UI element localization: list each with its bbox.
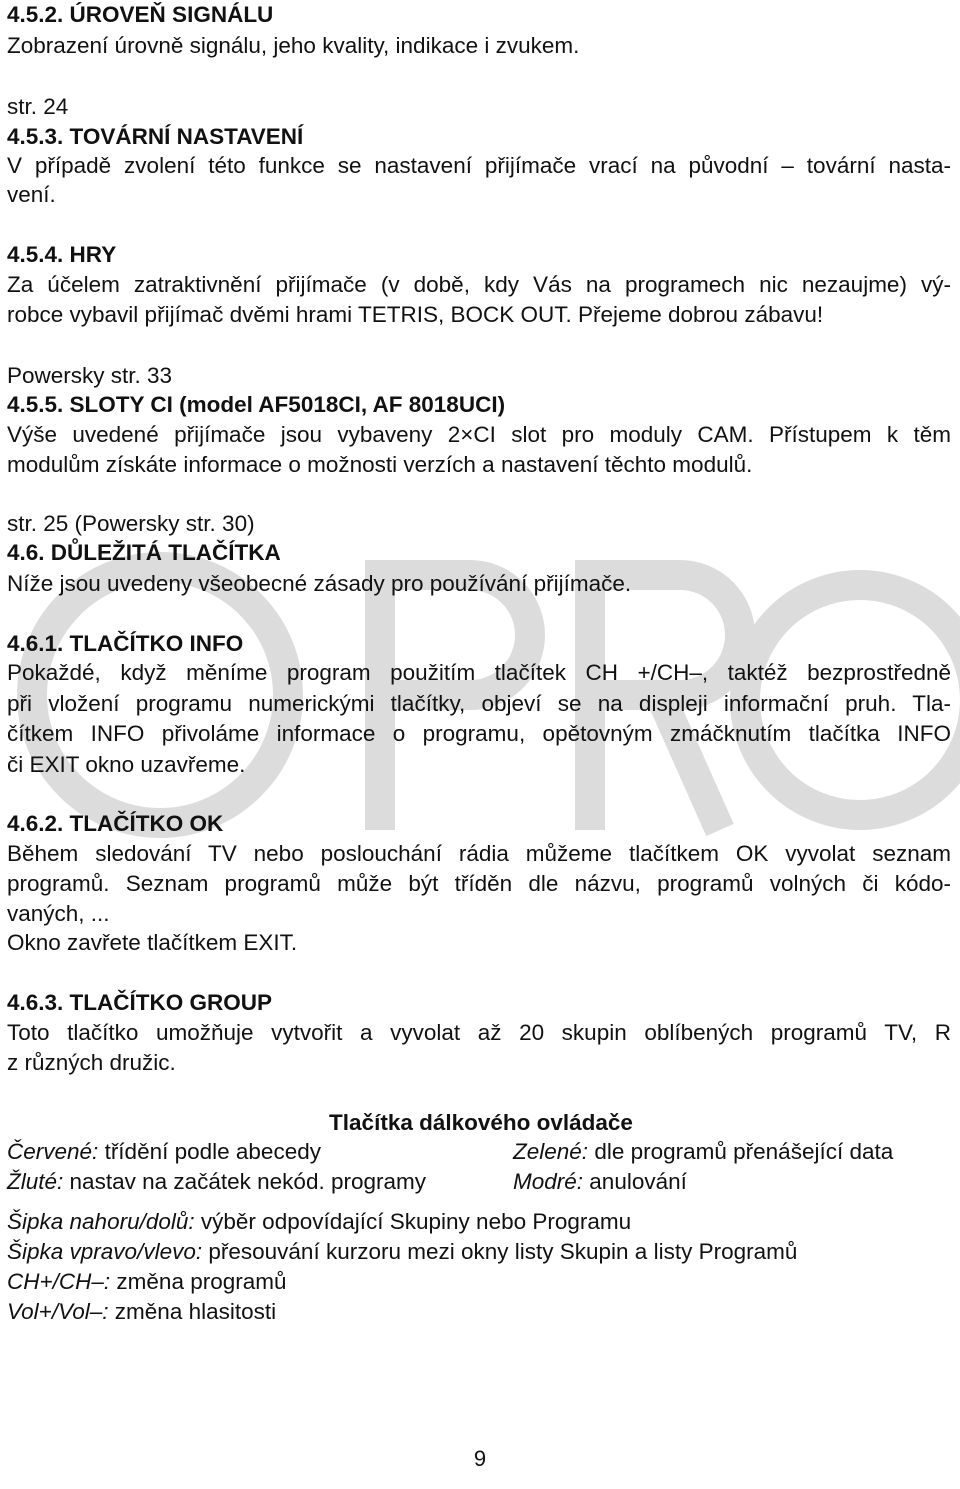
updown-key-text: výběr odpovídající Skupiny nebo Programu bbox=[200, 1209, 632, 1234]
red-key-label: Červené: bbox=[7, 1139, 99, 1164]
blue-key-label: Modré: bbox=[513, 1169, 584, 1194]
vol-key-label: Vol+/Vol–: bbox=[7, 1299, 109, 1324]
heading-dulezita-tlacitka: 4.6. DŮLEŽITÁ TLAČÍTKA bbox=[7, 540, 281, 565]
text-line: Během sledování TV nebo poslouchání rádia můžeme tlačítkem OK vyvolat seznam bbox=[7, 841, 951, 866]
text-line: Zobrazení úrovně signálu, jeho kvality, indikace i zvukem. bbox=[7, 33, 580, 58]
green-key-text: dle programů přenášející data bbox=[594, 1139, 894, 1164]
updown-key-label: Šipka nahoru/dolů: bbox=[7, 1209, 195, 1234]
text-line: Powersky str. 33 bbox=[7, 363, 173, 388]
leftright-key-text: přesouvání kurzoru mezi okny listy Skupin a listy Programů bbox=[208, 1239, 798, 1264]
ch-key-text: změna programů bbox=[116, 1269, 287, 1294]
heading-tlacitko-info: 4.6.1. TLAČÍTKO INFO bbox=[7, 631, 244, 656]
text-line: čítkem INFO přivoláme informace o programu, opětovným zmáčknutím tlačítka INFO bbox=[7, 721, 951, 746]
heading-uroven-signalu: 4.5.2. ÚROVEŇ SIGNÁLU bbox=[7, 2, 274, 27]
text-line: při vložení programu numerickými tlačítky, objeví se na displeji informační pruh. Tla- bbox=[7, 691, 951, 716]
ch-key-label: CH+/CH–: bbox=[7, 1269, 111, 1294]
text-line: vení. bbox=[7, 182, 56, 207]
heading-tlacitko-ok: 4.6.2. TLAČÍTKO OK bbox=[7, 811, 224, 836]
vol-key-text: změna hlasitosti bbox=[114, 1299, 277, 1324]
heading-hry: 4.5.4. HRY bbox=[7, 242, 117, 267]
remote-row-blue bbox=[513, 1167, 687, 1197]
red-key-text: třídění podle abecedy bbox=[104, 1139, 321, 1164]
remote-row-vol bbox=[7, 1297, 276, 1327]
text-line: Níže jsou uvedeny všeobecné zásady pro používání přijímače. bbox=[7, 571, 632, 596]
text-line: modulům získáte informace o možnosti verzích a nastavení těchto modulů. bbox=[7, 452, 753, 477]
text-line: Toto tlačítko umožňuje vytvořit a vyvolat až 20 skupin oblíbených programů TV, R bbox=[7, 1020, 951, 1045]
leftright-key-label: Šipka vpravo/vlevo: bbox=[7, 1239, 203, 1264]
text-line: Za účelem zatraktivnění přijímače (v době, kdy Vás na programech nic nezaujme) vý- bbox=[7, 272, 951, 297]
text-line: Pokaždé, když měníme program použitím tlačítek CH +/CH–, taktéž bezprostředně bbox=[7, 660, 951, 685]
text-line: vaných, ... bbox=[7, 901, 110, 926]
remote-row-updown bbox=[7, 1207, 631, 1237]
text-line: Výše uvedené přijímače jsou vybaveny 2×CI slot pro moduly CAM. Přístupem k těm bbox=[7, 422, 951, 447]
text-line: Okno zavřete tlačítkem EXIT. bbox=[7, 930, 298, 955]
green-key-label: Zelené: bbox=[513, 1139, 589, 1164]
text-line: či EXIT okno uzavřeme. bbox=[7, 752, 246, 777]
remote-row-yellow bbox=[7, 1167, 426, 1197]
text-line: robce vybavil přijímač dvěmi hrami TETRIS, BOCK OUT. Přejeme dobrou zábavu! bbox=[7, 302, 824, 327]
yellow-key-label: Žluté: bbox=[7, 1169, 64, 1194]
text-line: z různých družic. bbox=[7, 1050, 176, 1075]
remote-row-ch bbox=[7, 1267, 287, 1297]
heading-tlacitko-group: 4.6.3. TLAČÍTKO GROUP bbox=[7, 990, 273, 1015]
text-line: programů. Seznam programů může být tříděn dle názvu, programů volných či kódo- bbox=[7, 871, 951, 896]
remote-section-title: Tlačítka dálkového ovládače bbox=[329, 1110, 633, 1135]
heading-tovarni-nastaveni: 4.5.3. TOVÁRNÍ NASTAVENÍ bbox=[7, 124, 304, 149]
heading-sloty-ci: 4.5.5. SLOTY CI (model AF5018CI, AF 8018UCI) bbox=[7, 392, 506, 417]
yellow-key-text: nastav na začátek nekód. programy bbox=[69, 1169, 426, 1194]
text-line: str. 25 (Powersky str. 30) bbox=[7, 511, 255, 536]
blue-key-text: anulování bbox=[589, 1169, 687, 1194]
remote-row-red bbox=[7, 1137, 321, 1167]
page-number: 9 bbox=[473, 1446, 487, 1471]
text-line: str. 24 bbox=[7, 94, 69, 119]
remote-row-leftright bbox=[7, 1237, 797, 1267]
remote-row-green bbox=[513, 1137, 893, 1167]
text-line: V případě zvolení této funkce se nastavení přijímače vrací na původní – tovární nasta- bbox=[7, 153, 951, 178]
